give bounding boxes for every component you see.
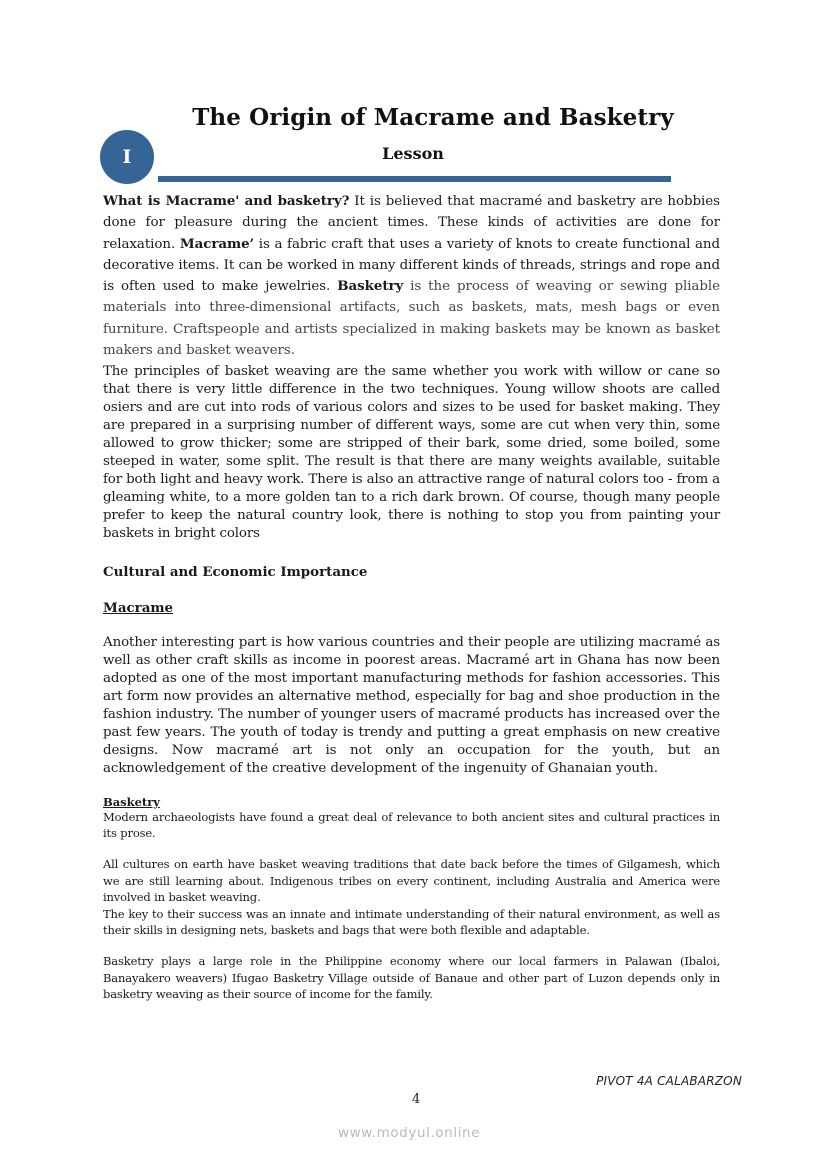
macrame-paragraph: Another interesting part is how various countries and their people are utilizing macramé as well as other craft skills as income in poorest areas. Macramé art in Ghana has now been adopted as one of the most important manufacturing methods for fashion accessories. This art form now provides an alternative method, especially for bag and shoe production in the fashion industry. The number of younger users of macramé products has increased over the past few years. The youth of today is trendy and putting a great emphasis on new creative designs. Now macramé art is not only an occupation for the youth, but an acknowledgement of the creative development of the ingenuity of Ghanaian youth. — [103, 635, 720, 776]
macrame-term: Macrame’ — [179, 235, 255, 252]
intro-text-3: is the — [403, 279, 457, 295]
intro-text-4: process of weaving or sewing pliable materials into three-dimensional artifacts, such as baskets, mats, mesh bags or even furniture. Craftspeople and artists specialized in making baskets may be known as basket makers and basket weavers. — [103, 279, 720, 359]
page-number: 4 — [412, 1092, 421, 1107]
intro-text-2: is a fabric craft that uses a variety of knots to create functional and decorative items. It can be worked in many different kinds of threads, strings and rope and is often used to make jewelries. — [103, 236, 721, 295]
header-divider — [158, 176, 671, 182]
basketry-heading: Basketry — [103, 794, 160, 809]
basketry-paragraph-3: The key to their success was an innate and intimate understanding of their natural environment, as well as their skills in designing nets, baskets and bags that were both flexible and adaptable. — [103, 906, 720, 938]
intro-paragraph — [103, 191, 720, 361]
intro-lead-question: What is Macrame' and basketry? — [103, 193, 350, 209]
basketry-paragraph-1: Modern archaeologists have found a great deal of relevance to both ancient sites and cultural practices in its prose. — [103, 809, 720, 841]
cultural-importance-heading: Cultural and Economic Importance — [103, 564, 368, 581]
watermark: www.modyul.online — [338, 1125, 481, 1141]
macrame-heading: Macrame — [103, 600, 174, 617]
lesson-label: Lesson — [382, 144, 444, 163]
basketry-paragraph-2: All cultures on earth have basket weaving traditions that date back before the times of Gilgamesh, which we are still learning about. Indigenous tribes on every continent, including Australia and America were involved in basket weaving. — [103, 857, 720, 905]
lesson-number-badge — [100, 130, 154, 184]
principles-paragraph: The principles of basket weaving are the same whether you work with willow or cane so that there is very little difference in the two techniques. Young willow shoots are called osiers and are cut into rods of various colors and sizes to be used for basket making. They are prepared in a surprising number of different ways, some are cut when very thin, some allowed to grow thicker; some are stripped of their bark, some dried, some boiled, some steeped in water, some split. The result is that there are many weights available, suitable for both light and heavy work. There is also an attractive range of natural colors too - from a gleaming white, to a more golden tan to a rich dark brown. Of course, though many people prefer to keep the natural country look, there is nothing to stop you from painting your baskets in bright colors — [103, 364, 720, 542]
lesson-number: I — [122, 146, 132, 168]
intro-text-1: It is believed that macramé and basketry are hobbies done for pleasure during the ancient times. These kinds of activities are done for relaxation. — [103, 194, 720, 252]
basketry-term: Basketry — [337, 278, 404, 295]
page-title: The Origin of Macrame and Basketry — [192, 104, 674, 131]
footer-region-label: PIVOT 4A CALABARZON — [596, 1074, 742, 1088]
lesson-content — [103, 191, 720, 1003]
basketry-paragraph-4: Basketry plays a large role in the Philippine economy where our local farmers in Palawan (Ibaloi, Banayakero weavers) Ifugao Basketry Village outside of Banaue and other part of Luzon depends only in basketry weaving as their source of income for the family. — [103, 954, 720, 1002]
